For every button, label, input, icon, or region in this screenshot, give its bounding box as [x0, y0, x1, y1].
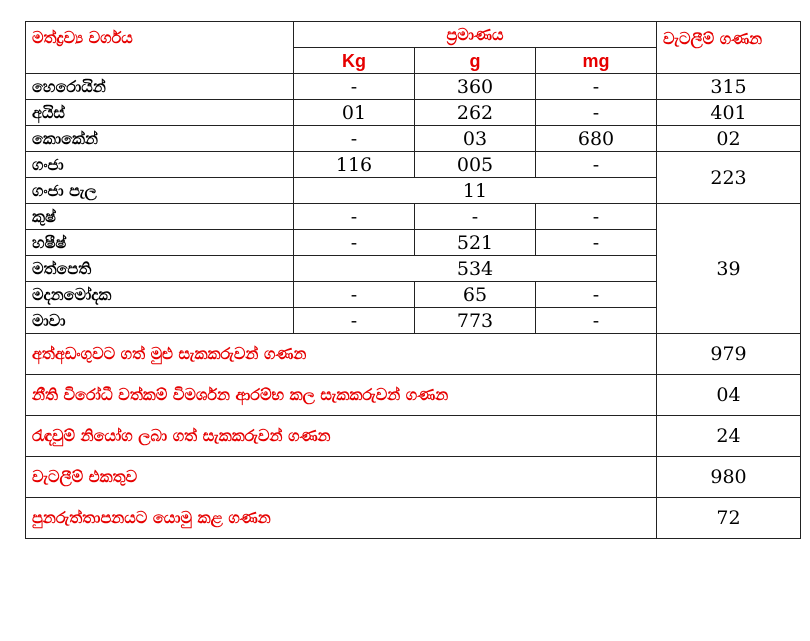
- summary-label: වැටලීම් එකතුව: [26, 457, 657, 498]
- drug-name: හෂීෂ්: [26, 230, 294, 256]
- drug-name: මාවා: [26, 308, 294, 334]
- kg-value: -: [294, 126, 415, 152]
- g-value: 262: [415, 100, 536, 126]
- drug-name: මදනමෝදක: [26, 282, 294, 308]
- merged-quantity-value: 11: [294, 178, 657, 204]
- table-row: [26, 100, 801, 126]
- summary-value: 979: [657, 334, 801, 375]
- g-value: 773: [415, 308, 536, 334]
- table-row: [26, 74, 801, 100]
- raids-count-group: 223: [657, 152, 801, 204]
- kg-value: -: [294, 204, 415, 230]
- quantity-header: ප්‍රමාණය: [294, 22, 657, 48]
- kg-value: 01: [294, 100, 415, 126]
- drug-raid-statistics-table: [25, 21, 801, 539]
- drug-name: කොකේන්: [26, 126, 294, 152]
- mg-value: -: [536, 204, 657, 230]
- kg-value: 116: [294, 152, 415, 178]
- summary-label: අත්අඩංගුවට ගත් මුළු සැකකරුවන් ගණන: [26, 334, 657, 375]
- header-row: [26, 22, 801, 48]
- summary-row: [26, 498, 801, 539]
- drug-name: මත්පෙති: [26, 256, 294, 282]
- table-row: [26, 126, 801, 152]
- mg-value: -: [536, 308, 657, 334]
- summary-value: 24: [657, 416, 801, 457]
- g-value: 03: [415, 126, 536, 152]
- mg-value: -: [536, 282, 657, 308]
- drug-name: කුෂ්: [26, 204, 294, 230]
- mg-value: 680: [536, 126, 657, 152]
- summary-row: [26, 375, 801, 416]
- g-value: 521: [415, 230, 536, 256]
- summary-row: [26, 416, 801, 457]
- summary-label: පුනරුත්තාපනයට යොමු කළ ගණන: [26, 498, 657, 539]
- mg-value: -: [536, 152, 657, 178]
- table-row: [26, 204, 801, 230]
- summary-row: [26, 334, 801, 375]
- summary-row: [26, 457, 801, 498]
- raids-count: 315: [657, 74, 801, 100]
- table-row: [26, 152, 801, 178]
- g-value: 360: [415, 74, 536, 100]
- drug-name: අයිස්: [26, 100, 294, 126]
- summary-label: රැඳවුම් නියෝග ලබා ගත් සැකකරුවන් ගණන: [26, 416, 657, 457]
- g-value: 005: [415, 152, 536, 178]
- raids-count: 02: [657, 126, 801, 152]
- g-value: 65: [415, 282, 536, 308]
- unit-kg-header: Kg: [294, 48, 415, 74]
- mg-value: -: [536, 100, 657, 126]
- drug-name: ගංජා පැල: [26, 178, 294, 204]
- drug-category-header: මත්ද්‍රව්‍ය වර්ගය: [26, 22, 294, 74]
- mg-value: -: [536, 230, 657, 256]
- drug-name: ගංජා: [26, 152, 294, 178]
- summary-value: 72: [657, 498, 801, 539]
- unit-g-header: g: [415, 48, 536, 74]
- kg-value: -: [294, 308, 415, 334]
- raids-count: 401: [657, 100, 801, 126]
- raids-count-group: 39: [657, 204, 801, 334]
- mg-value: -: [536, 74, 657, 100]
- g-value: -: [415, 204, 536, 230]
- kg-value: -: [294, 230, 415, 256]
- kg-value: -: [294, 74, 415, 100]
- drug-name: හෙරොයින්: [26, 74, 294, 100]
- kg-value: -: [294, 282, 415, 308]
- summary-value: 04: [657, 375, 801, 416]
- summary-label: නීති විරෝධී වත්කම් විමර්ශන ආරම්භ කල සැකකරුවන් ගණන: [26, 375, 657, 416]
- merged-quantity-value: 534: [294, 256, 657, 282]
- summary-value: 980: [657, 457, 801, 498]
- unit-mg-header: mg: [536, 48, 657, 74]
- raids-count-header: වැටලීම් ගණන: [657, 22, 801, 74]
